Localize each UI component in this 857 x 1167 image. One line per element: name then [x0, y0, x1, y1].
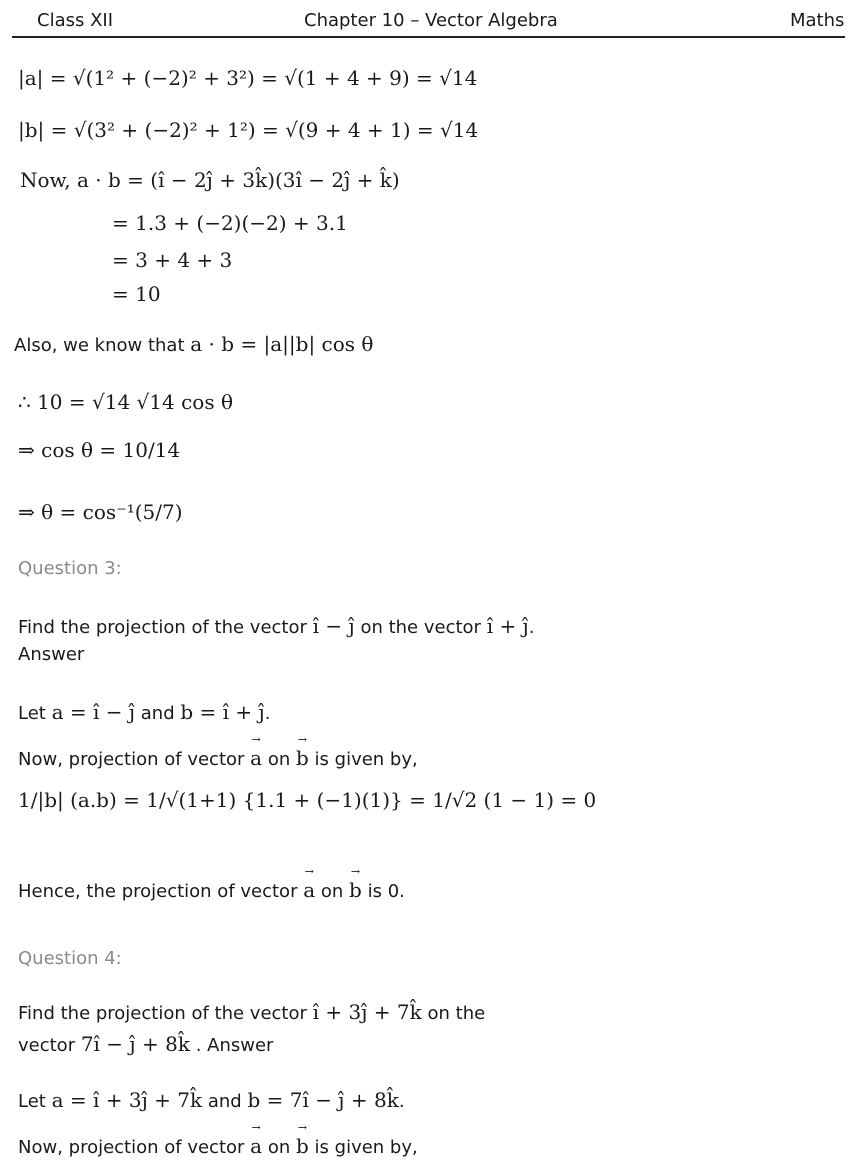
q3-concl-vec-a: → a — [303, 878, 315, 902]
question3-answer-label: Answer — [18, 644, 85, 665]
q3-let-b: b = î + ĵ — [180, 700, 265, 724]
q4-proj-on: on — [267, 1137, 291, 1158]
q4-let-a: a = î + 3ĵ + 7k̂ — [51, 1088, 203, 1112]
q3-conclusion-post: is 0. — [367, 881, 405, 902]
question3-prompt: Find the projection of the vector î − ĵ on the vector î + ĵ. — [18, 614, 535, 638]
header-chapter: Chapter 10 – Vector Algebra — [304, 10, 558, 31]
q3-prompt-pre: Find the projection of the vector — [18, 617, 307, 638]
equation-dot-product: Now, a · b = (î − 2ĵ + 3k̂)(3î − 2ĵ + k̂) — [20, 168, 400, 192]
equation-mag-a: |a| = √(1² + (−2)² + 3²) = √(1 + 4 + 9) = √14 — [18, 66, 478, 90]
also-formula: a · b = |a||b| cos θ — [190, 332, 374, 356]
equation-mag-b: |b| = √(3² + (−2)² + 1²) = √(9 + 4 + 1) = √14 — [18, 118, 479, 142]
q3-conclusion-on: on — [320, 881, 344, 902]
q4-vector1: î + 3ĵ + 7k̂ — [312, 1000, 422, 1024]
q4-let-b: b = 7î − ĵ + 8k̂ — [247, 1088, 399, 1112]
q4-answer-label: . Answer — [195, 1035, 274, 1056]
q3-let-and: and — [140, 703, 175, 724]
question3-formula: 1/|b| (a.b) = 1/√(1+1) {1.1 + (−1)(1)} = 1/√2 (1 − 1) = 0 — [18, 788, 597, 812]
equation-dot-step3: = 10 — [112, 282, 161, 306]
q3-let-a: a = î − ĵ — [51, 700, 136, 724]
equation-dot-step2: = 3 + 4 + 3 — [112, 248, 233, 272]
q4-proj-pre: Now, projection of vector — [18, 1137, 245, 1158]
q3-vec-a: → a — [250, 746, 262, 770]
question4-let: Let a = î + 3ĵ + 7k̂ and b = 7î − ĵ + 8k̂. — [18, 1088, 405, 1112]
question4-projection-line — [18, 1134, 418, 1158]
equation-step-theta2: ⇒ cos θ = 10/14 — [18, 438, 181, 462]
q3-proj-post: is given by, — [314, 749, 418, 770]
question3-conclusion — [18, 878, 405, 902]
q4-vec-a: → a — [250, 1134, 262, 1158]
q4-prompt-mid: on the — [427, 1003, 486, 1024]
q3-prompt-mid: on the vector — [360, 617, 481, 638]
header-rule — [12, 36, 845, 38]
q4-proj-post: is given by, — [314, 1137, 418, 1158]
header-class: Class XII — [37, 10, 114, 31]
q3-proj-on: on — [267, 749, 291, 770]
q4-let-and: and — [207, 1091, 242, 1112]
equation-step-theta3: ⇒ θ = cos⁻¹(5/7) — [18, 500, 183, 524]
q4-vector2: 7î − ĵ + 8k̂ — [80, 1032, 190, 1056]
q3-proj-pre: Now, projection of vector — [18, 749, 245, 770]
q3-conclusion-pre: Hence, the projection of vector — [18, 881, 298, 902]
q3-vector1: î − ĵ — [312, 614, 355, 638]
question4-prompt — [18, 1000, 485, 1024]
question4-prompt-line2 — [18, 1032, 273, 1056]
question3-heading: Question 3: — [18, 558, 122, 579]
q3-vec-b: → b — [296, 746, 309, 770]
also-line — [14, 332, 373, 356]
question3-let: Let a = î − ĵ and b = î + ĵ. — [18, 700, 271, 724]
header-subject: Maths — [790, 10, 845, 31]
q4-let-pre: Let — [18, 1091, 46, 1112]
question3-projection-line — [18, 746, 418, 770]
also-text: Also, we know that — [14, 335, 185, 356]
q4-vec-b: → b — [296, 1134, 309, 1158]
q4-prompt-pre: Find the projection of the vector — [18, 1003, 307, 1024]
equation-step-theta1: ∴ 10 = √14 √14 cos θ — [18, 390, 234, 414]
equation-dot-step1: = 1.3 + (−2)(−2) + 3.1 — [112, 211, 348, 235]
question4-heading: Question 4: — [18, 948, 122, 969]
q4-prompt-vector-word: vector — [18, 1035, 76, 1056]
q3-concl-vec-b: → b — [349, 878, 362, 902]
q3-vector2: î + ĵ — [486, 614, 529, 638]
q3-let-pre: Let — [18, 703, 46, 724]
